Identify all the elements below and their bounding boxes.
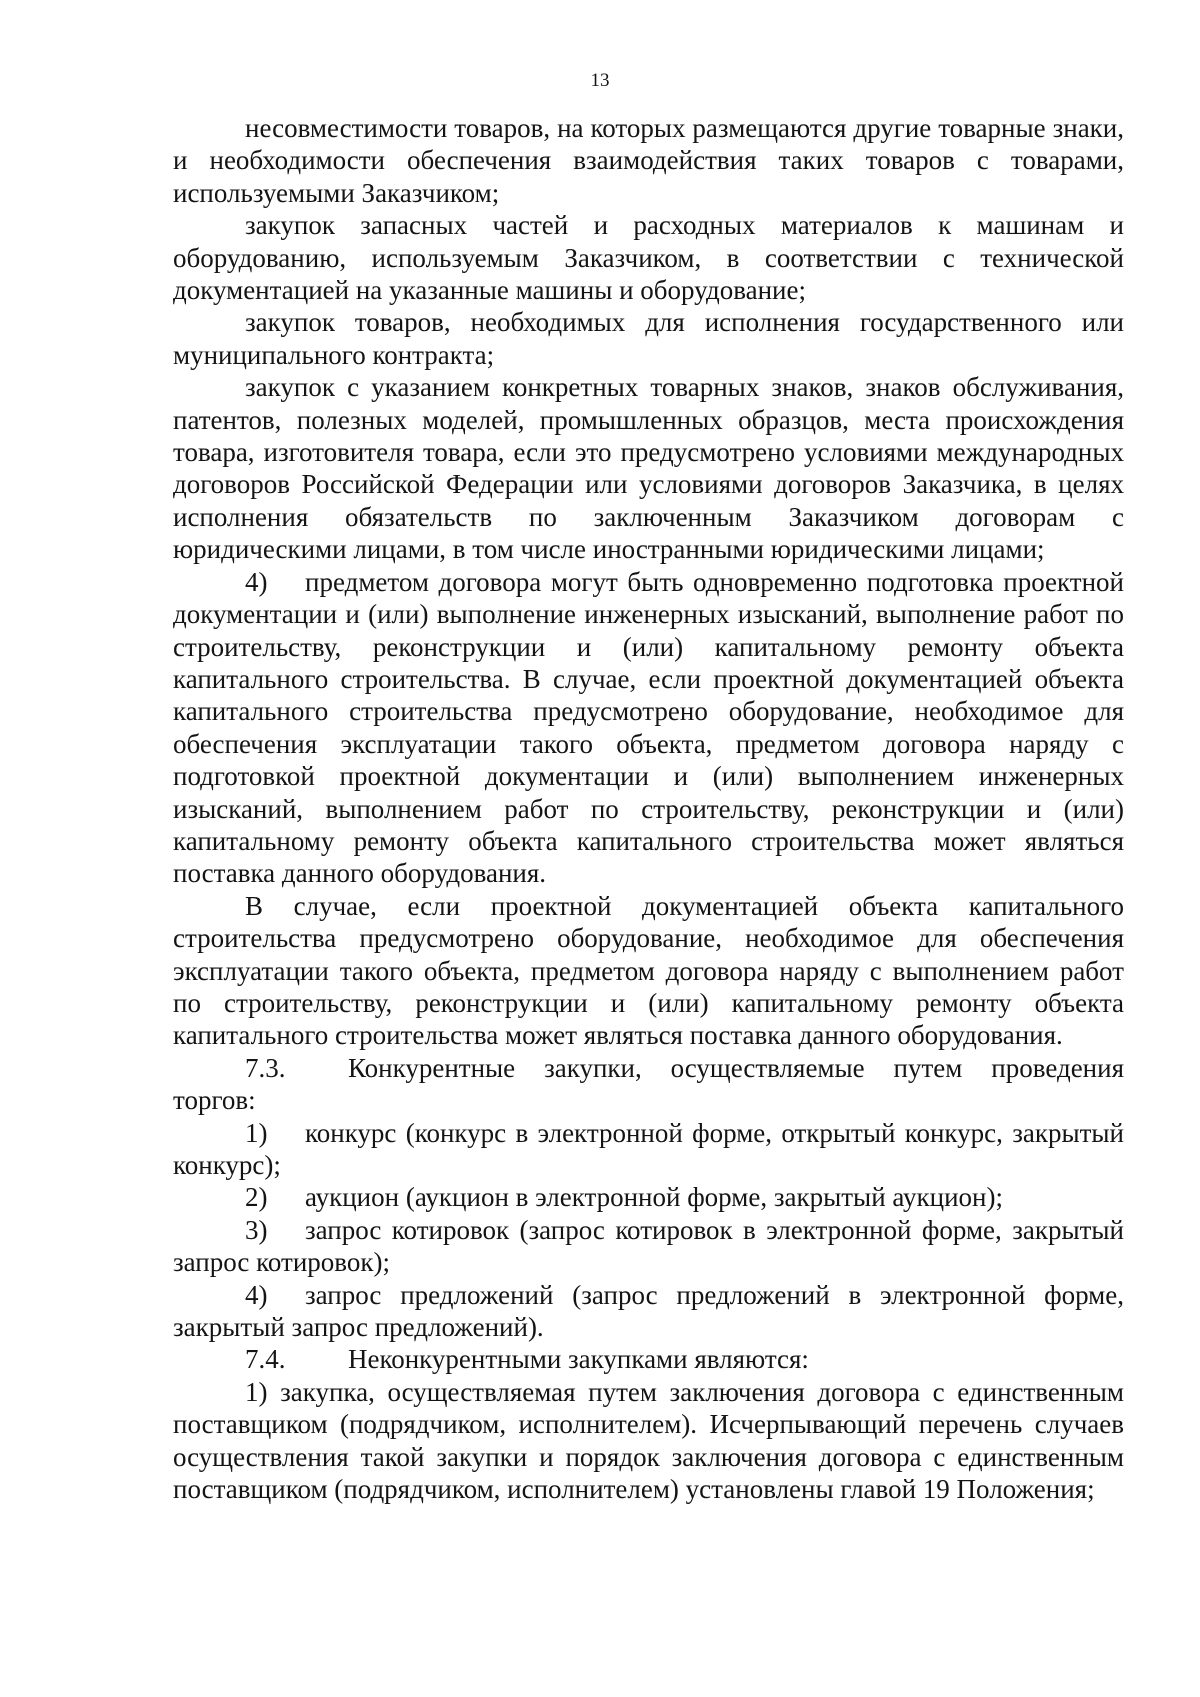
paragraph <box>173 371 1124 565</box>
numbered-item <box>173 1117 1124 1182</box>
paragraph-text: закупок с указанием конкретных товарных знаков, знаков обслуживания, патентов, полезных моделей, промышленных образцов, места происхождения товара, изготовителя товара, если это предусмотрено условиями международных договоров Российской Федерации или условиями договоров Заказчика, в целях исполнения обязательств по заключенным Заказчиком договорам с юридическими лицами, в том числе иностранными юридическими лицами; <box>173 372 1124 565</box>
item-number: 3) <box>245 1214 268 1245</box>
paragraph-text: аукцион (аукцион в электронной форме, закрытый аукцион); <box>305 1182 1003 1213</box>
paragraph <box>173 112 1124 209</box>
item-number: 4) <box>245 566 268 597</box>
clause-item <box>173 1052 1124 1117</box>
item-number: 1) <box>245 1117 268 1148</box>
paragraph <box>173 209 1124 306</box>
paragraph-text: несовместимости товаров, на которых размещаются другие товарные знаки, и необходимости обеспечения взаимодействия таких товаров с товарами, используемыми Заказчиком; <box>173 113 1124 208</box>
document-body <box>173 112 1124 1505</box>
paragraph-text: закупок запасных частей и расходных материалов к машинам и оборудованию, используемым Заказчиком, в соответствии с технической документацией на указанные машины и оборудование; <box>173 210 1124 306</box>
paragraph <box>173 890 1124 1052</box>
paragraph-text: запрос предложений (запрос предложений в электронной форме, закрытый запрос предложений). <box>173 1279 1124 1343</box>
numbered-item <box>173 1279 1124 1344</box>
paragraph-text: предметом договора могут быть одновременно подготовка проектной документации и (или) выполнение инженерных изысканий, выполнение работ по строительству, реконструкции и (или) капитальному ремонту объекта капитального строительства. В случае, если проектной документацией объекта капитального строительства предусмотрено оборудование, необходимое для обеспечения эксплуатации такого объекта, предметом договора наряду с подготовкой проектной документации и (или) выполнением инженерных изысканий, выполнением работ по строительству, реконструкции и (или) капитальному ремонту объекта капитального строительства может являться поставка данного оборудования. <box>173 566 1124 889</box>
item-number: 4) <box>245 1279 268 1310</box>
clause-number: 7.3. <box>245 1052 286 1083</box>
item-number: 2) <box>245 1182 268 1213</box>
paragraph <box>173 306 1124 371</box>
paragraph-text: 1) закупка, осуществляемая путем заключения договора с единственным поставщиком (подрядчиком, исполнителем). Исчерпывающий перечень случаев осуществления такой закупки и порядок заключения договора с единственным поставщиком (подрядчиком, исполнителем) установлены главой 19 Положения; <box>173 1376 1124 1505</box>
numbered-item <box>173 1214 1124 1279</box>
paragraph-text: запрос котировок (запрос котировок в электронной форме, закрытый запрос котировок); <box>173 1214 1124 1278</box>
page-number: 13 <box>590 70 610 91</box>
clause-item <box>173 1343 1124 1375</box>
paragraph-text: В случае, если проектной документацией объекта капитального строительства предусмотрено оборудование, необходимое для обеспечения эксплуатации такого объекта, предметом договора наряду с выполнением работ по строительству, реконструкции и (или) капитальному ремонту объекта капитального строительства может являться поставка данного оборудования. <box>173 890 1124 1051</box>
paragraph-text: Конкурентные закупки, осуществляемые путем проведения торгов: <box>173 1052 1124 1116</box>
numbered-item <box>173 566 1124 890</box>
paragraph-text: Неконкурентными закупками являются: <box>348 1344 809 1375</box>
paragraph-text: закупок товаров, необходимых для исполнения государственного или муниципального контракта; <box>173 307 1124 370</box>
paragraph-text: конкурс (конкурс в электронной форме, открытый конкурс, закрытый конкурс); <box>173 1117 1124 1180</box>
clause-number: 7.4. <box>245 1344 286 1375</box>
numbered-item <box>173 1181 1124 1213</box>
paragraph <box>173 1376 1124 1506</box>
